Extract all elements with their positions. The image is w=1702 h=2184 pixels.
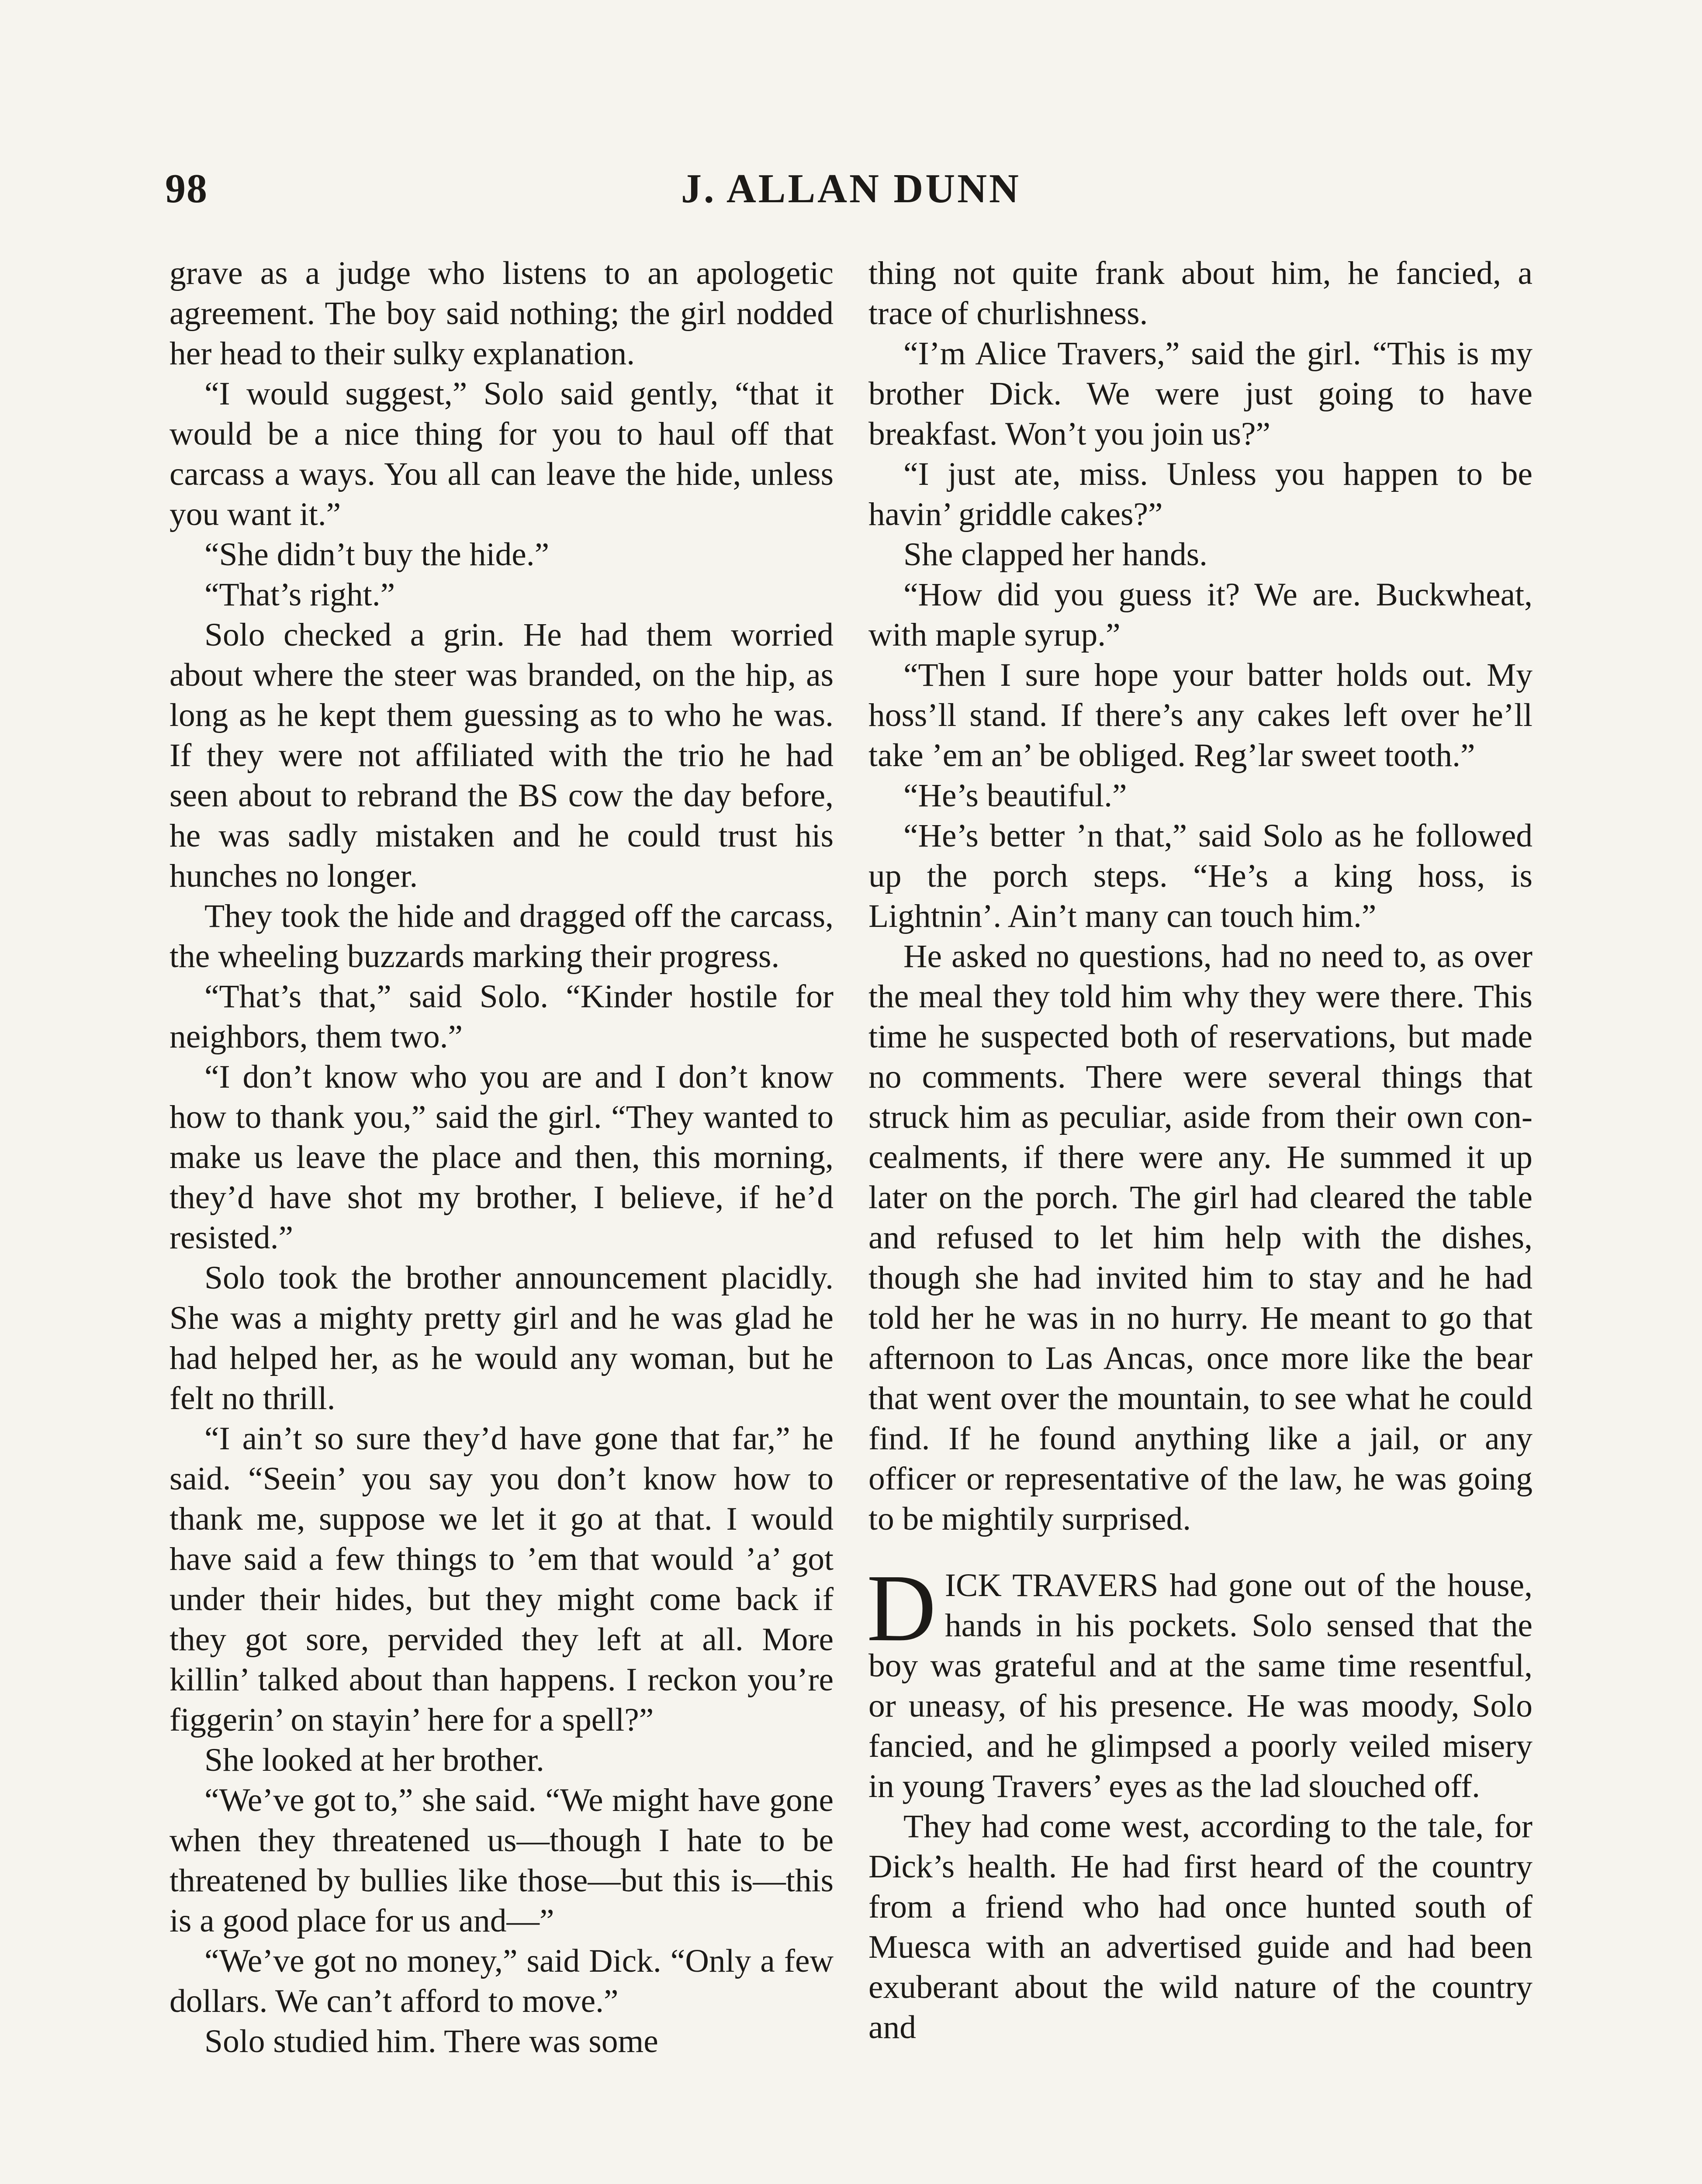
paragraph: “That’s that,” said Solo. “Kinder hostile for neighbors, them two.” <box>170 978 834 1055</box>
paragraph: thing not quite frank about him, he fancied, a trace of churlishness. <box>868 255 1532 332</box>
section-break <box>868 1539 1532 1565</box>
paragraph: She looked at her brother. <box>204 1742 544 1778</box>
paragraph: Solo took the brother announcement placidly. She was a mighty pretty girl and he was glad he had helped her, as he would any woman, but he felt no thrill. <box>170 1260 834 1417</box>
paragraph: “That’s right.” <box>204 577 395 613</box>
paragraph: They had come west, according to the tale, for Dick’s health. He had first heard of the country from a friend who had once hunted south of Muesca with an advertised guide and had been exuberant about the wild nature of the country and <box>868 1808 1532 2046</box>
section-opening-paragraph <box>867 1555 1532 1807</box>
paragraph: He asked no questions, had no need to, as over the meal they told him why they were there. This time he suspected both of reservations, but made no comments. There were several things that struck him as peculiar, aside from their own concealments, if there were any. He summed it up later on the porch. The girl had cleared the table and refused to let him help with the dishes, though she had invited him to stay and he had told her he was in no hurry. He meant to go that afternoon to Las Ancas, once more like the bear that went over the mountain, to see what he could find. If he found anything like a jail, or any officer or representative of the law, he was going to be mightily surprised. <box>868 938 1532 1537</box>
paragraph: “He’s better ’n that,” said Solo as he followed up the porch steps. “He’s a king hoss, is Lightnin’. Ain’t many can touch him.” <box>868 818 1532 934</box>
page-number: 98 <box>165 166 208 211</box>
running-head: J. ALLAN DUNN <box>681 166 1021 211</box>
left-column <box>170 253 834 2062</box>
paragraph: “He’s beautiful.” <box>903 778 1127 814</box>
paragraph: She clapped her hands. <box>903 536 1208 573</box>
paragraph: grave as a judge who listens to an apologetic agreement. The boy said nothing; the girl nodded her head to their sulky explanation. <box>170 255 834 372</box>
paragraph: “I’m Alice Travers,” said the girl. “This is my brother Dick. We were just going to have breakfast. Won’t you join us?” <box>868 335 1532 452</box>
right-column <box>868 253 1532 2048</box>
paragraph: “I just ate, miss. Unless you happen to be havin’ griddle cakes?” <box>868 456 1532 532</box>
paragraph: “I don’t know who you are and I don’t know how to thank you,” said the girl. “They wanted to make us leave the place and then, this morning, they’d have shot my brother, I believe, if he’d resisted.” <box>170 1059 834 1256</box>
paragraph: “I ain’t so sure they’d have gone that far,” he said. “Seein’ you say you don’t know how to thank me, suppose we let it go at that. I would have said a few things to ’em that would ’a’ got under their hides, but they might come back if they got sore, pervided they left at all. More killin’ talked about than happens. I reckon you’re figgerin’ on stayin’ here for a spell?” <box>170 1420 834 1738</box>
section-opening-text: ICK TRAVERS had gone out of the house, hands in his pockets. Solo sensed that the boy was grateful and at the same time resentful, or uneasy, of his presence. He was moody, Solo fancied, and he glimpsed a poorly veiled misery in young Travers’ eyes as the lad slouched off. <box>868 1567 1532 1804</box>
paragraph: “I would suggest,” Solo said gently, “that it would be a nice thing for you to haul off that carcass a ways. You all can leave the hide, unless you want it.” <box>170 376 834 532</box>
paragraph: They took the hide and dragged off the carcass, the wheeling buzzards marking their progress. <box>170 898 834 975</box>
paragraph: “She didn’t buy the hide.” <box>204 536 550 573</box>
paragraph: “Then I sure hope your batter holds out. My hoss’ll stand. If there’s any cakes left over he’ll take ’em an’ be obliged. Reg’lar sweet tooth.” <box>868 657 1532 774</box>
paragraph: Solo checked a grin. He had them worried about where the steer was branded, on the hip, as long as he kept them guessing as to who he was. If they were not affiliated with the trio he had seen about to rebrand the BS cow the day before, he was sadly mistaken and he could trust his hunches no longer. <box>170 617 834 894</box>
paragraph: Solo studied him. There was some <box>204 2023 658 2060</box>
paragraph: “We’ve got no money,” said Dick. “Only a few dollars. We can’t afford to move.” <box>170 1943 834 2019</box>
paragraph: “We’ve got to,” she said. “We might have gone when they threatened us—though I hate to be threatened by bullies like those—but this is—this is a good place for us and—” <box>170 1782 834 1939</box>
drop-cap: D <box>867 1555 936 1661</box>
paragraph: “How did you guess it? We are. Buckwheat, with maple syrup.” <box>868 577 1532 653</box>
